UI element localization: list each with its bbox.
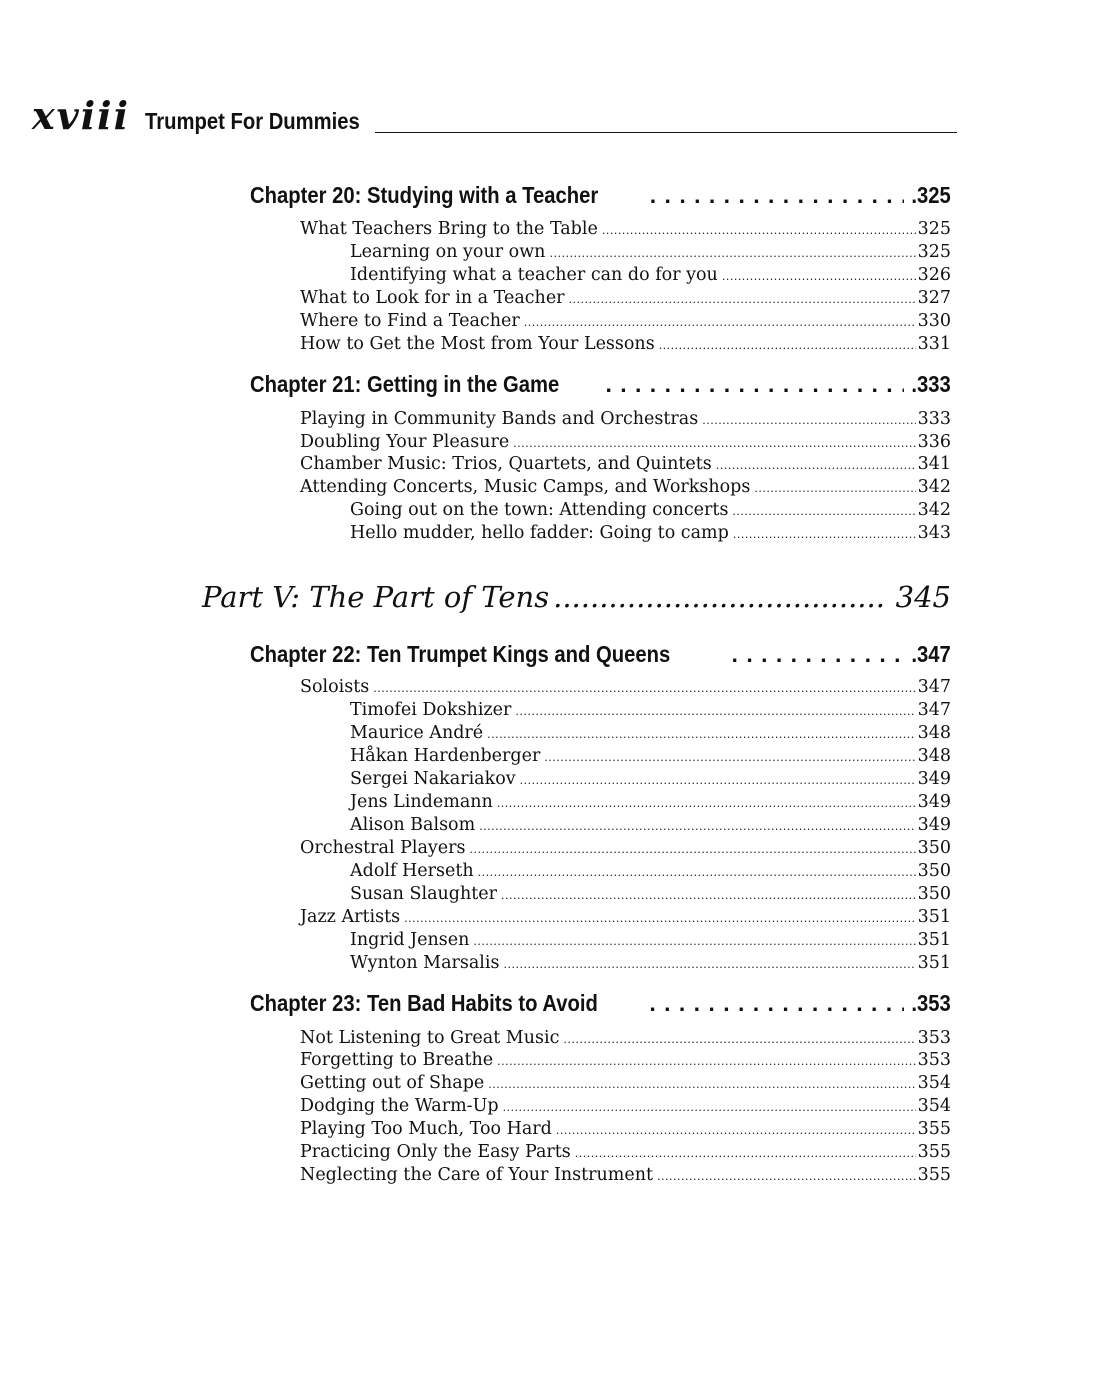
toc-entry-title: Going out on the town: Attending concerts [350, 500, 729, 520]
dot-leader [470, 838, 916, 858]
toc-entry-title: Maurice André [350, 723, 484, 743]
toc-subentry[interactable] [350, 500, 951, 523]
dot-leader [487, 723, 915, 743]
toc-entry-title: Neglecting the Care of Your Instrument [300, 1165, 654, 1185]
toc-entry-title: Playing in Community Bands and Orchestras [300, 409, 699, 429]
toc-page-number: 348 [917, 746, 951, 766]
toc-entry-title: Where to Find a Teacher [300, 311, 520, 331]
toc-entry-title: Orchestral Players [300, 838, 466, 858]
dot-leader [404, 907, 916, 927]
header-rule [375, 132, 957, 133]
toc-entry[interactable] [300, 432, 951, 455]
dot-leader [563, 1028, 915, 1048]
dot-leader [497, 1050, 915, 1070]
toc-chapter-title: Chapter 20: Studying with a Teacher [250, 182, 599, 208]
toc-entry-title: Håkan Hardenberger [350, 746, 541, 766]
toc-entry[interactable] [300, 1073, 951, 1096]
dot-leader [501, 884, 916, 904]
dot-leader [479, 815, 915, 835]
dot-leader [549, 242, 915, 262]
toc-entry[interactable] [300, 677, 951, 700]
toc-entry[interactable] [300, 1165, 951, 1188]
dot-leader [605, 371, 904, 398]
toc-page-number: 353 [917, 1028, 951, 1048]
toc-subentry[interactable] [350, 815, 951, 838]
dot-leader [716, 454, 916, 474]
toc-subentry[interactable] [350, 242, 951, 265]
toc-subentry[interactable] [350, 884, 951, 907]
toc-page-number: 341 [917, 454, 951, 474]
toc-entry-title: Attending Concerts, Music Camps, and Workshops [300, 477, 751, 497]
toc-entry-title: Wynton Marsalis [350, 953, 500, 973]
dot-leader [497, 792, 916, 812]
toc-subentry[interactable] [350, 723, 951, 746]
toc-entry-title: Doubling Your Pleasure [300, 432, 510, 452]
toc-entry[interactable] [300, 907, 951, 930]
toc-entry-title: Learning on your own [350, 242, 546, 262]
toc-page-number: 325 [917, 219, 951, 239]
toc-page-number: 354 [917, 1096, 951, 1116]
dot-leader [733, 523, 916, 543]
toc-entry-title: Getting out of Shape [300, 1073, 485, 1093]
toc-entry-title: Sergei Nakariakov [350, 769, 516, 789]
toc-entry-title: Practicing Only the Easy Parts [300, 1142, 571, 1162]
dot-leader [650, 182, 904, 209]
dot-leader [503, 1096, 916, 1116]
toc-subentry[interactable] [350, 861, 951, 884]
toc-entry-title: How to Get the Most from Your Lessons [300, 334, 655, 354]
toc-entry[interactable] [300, 1142, 951, 1165]
toc-entry[interactable] [300, 1050, 951, 1073]
toc-page-number: 350 [917, 884, 951, 904]
page-folio: xviii [32, 93, 131, 138]
toc-page-number: 342 [917, 477, 951, 497]
toc-entry-title: Playing Too Much, Too Hard [300, 1119, 552, 1139]
toc-page-number: 343 [917, 523, 951, 543]
toc-page-number: 349 [917, 769, 951, 789]
toc-page-number: .333 [911, 371, 951, 397]
toc-entry[interactable] [300, 454, 951, 477]
dot-leader [602, 219, 916, 239]
toc-page-number: 326 [917, 265, 951, 285]
dot-leader [373, 677, 915, 697]
toc-entry-title: Chamber Music: Trios, Quartets, and Quintets [300, 454, 712, 474]
dot-leader [515, 700, 915, 720]
toc-entry[interactable] [300, 219, 951, 242]
toc-subentry[interactable] [350, 700, 951, 723]
book-title: Trumpet For Dummies [145, 108, 360, 134]
toc-entry-title: Hello mudder, hello fadder: Going to camp [350, 523, 729, 543]
toc-entry-title: Identifying what a teacher can do for you [350, 265, 718, 285]
toc-entry[interactable] [300, 311, 951, 334]
toc-entry[interactable] [300, 477, 951, 500]
dot-leader [524, 311, 916, 331]
toc-chapter-20[interactable] [250, 182, 951, 212]
dot-leader [503, 953, 915, 973]
toc-page-number: 354 [917, 1073, 951, 1093]
dot-leader [722, 265, 916, 285]
toc-page-number: 350 [917, 838, 951, 858]
dot-leader [478, 861, 916, 881]
dot-leader [544, 746, 915, 766]
toc-page-number: 355 [917, 1119, 951, 1139]
toc-page-number: 330 [917, 311, 951, 331]
toc-page-number: 351 [917, 907, 951, 927]
toc-entry-title: Adolf Herseth [350, 861, 474, 881]
toc-page-number: 347 [917, 677, 951, 697]
toc-page-number: 349 [917, 792, 951, 812]
toc-entry[interactable] [300, 838, 951, 861]
toc-page-number: 347 [917, 700, 951, 720]
toc-entry-title: Susan Slaughter [350, 884, 498, 904]
toc-entry[interactable] [300, 334, 951, 357]
toc-part-title: Part V: The Part of Tens [202, 580, 550, 614]
toc-page-number: 350 [917, 861, 951, 881]
running-head [32, 93, 957, 140]
dot-leader [754, 477, 915, 497]
dot-leader [575, 1142, 916, 1162]
toc-page-number: 345 [895, 580, 951, 614]
toc-page-number: 353 [917, 1050, 951, 1070]
toc-entry-title: What to Look for in a Teacher [300, 288, 565, 308]
dot-leader [732, 500, 915, 520]
dot-leader [659, 334, 916, 354]
toc-page-number: 327 [917, 288, 951, 308]
toc-part-5[interactable] [202, 580, 951, 620]
toc-entry-title: Alison Balsom [350, 815, 476, 835]
toc-entry-title: Ingrid Jensen [350, 930, 470, 950]
toc-page-number: 355 [917, 1165, 951, 1185]
toc-chapter-23[interactable] [250, 990, 951, 1020]
dot-leader [520, 769, 916, 789]
toc-entry[interactable] [300, 1028, 951, 1051]
dot-leader [513, 432, 915, 452]
toc-subentry[interactable] [350, 792, 951, 815]
dot-leader [569, 288, 916, 308]
dot-leader [488, 1073, 915, 1093]
toc-page-number: 351 [917, 953, 951, 973]
dot-leader [657, 1165, 916, 1185]
toc-entry-title: Jens Lindemann [350, 792, 493, 812]
dot-leader [556, 1119, 916, 1139]
toc-subentry[interactable] [350, 523, 951, 546]
toc-page-number: .325 [911, 182, 951, 208]
toc-entry-title: Not Listening to Great Music [300, 1028, 560, 1048]
toc-entry-title: Dodging the Warm-Up [300, 1096, 499, 1116]
toc-chapter-22[interactable] [250, 641, 951, 671]
toc-chapter-title: Chapter 21: Getting in the Game [250, 371, 560, 397]
toc-page-number: 348 [917, 723, 951, 743]
dot-leader [473, 930, 915, 950]
toc-page-number: 331 [917, 334, 951, 354]
toc-subentry[interactable] [350, 746, 951, 769]
toc-page-number: 351 [917, 930, 951, 950]
toc-chapter-title: Chapter 23: Ten Bad Habits to Avoid [250, 990, 598, 1016]
toc-entry[interactable] [300, 409, 951, 432]
toc-entry[interactable] [300, 1096, 951, 1119]
toc-entry-title: Jazz Artists [300, 907, 401, 927]
toc-page-number: 336 [917, 432, 951, 452]
toc-entry[interactable] [300, 288, 951, 311]
toc-chapter-21[interactable] [250, 371, 951, 401]
toc-page-number: .353 [911, 990, 951, 1016]
dot-leader [732, 641, 905, 668]
toc-page-number: 342 [917, 500, 951, 520]
toc-page-number: 349 [917, 815, 951, 835]
toc-subentry[interactable] [350, 953, 951, 976]
toc-entry-title: What Teachers Bring to the Table [300, 219, 598, 239]
dot-leader [702, 409, 915, 429]
toc-entry-title: Forgetting to Breathe [300, 1050, 494, 1070]
toc-subentry[interactable] [350, 930, 951, 953]
dot-leader [649, 990, 904, 1017]
toc-entry[interactable] [300, 1119, 951, 1142]
toc-page-number: 325 [917, 242, 951, 262]
toc-subentry[interactable] [350, 769, 951, 792]
toc-entry-title: Soloists [300, 677, 370, 697]
toc-page-number: .347 [911, 641, 951, 667]
toc-chapter-title: Chapter 22: Ten Trumpet Kings and Queens [250, 641, 671, 667]
toc-subentry[interactable] [350, 265, 951, 288]
toc-entry-title: Timofei Dokshizer [350, 700, 512, 720]
toc-page-number: 333 [917, 409, 951, 429]
dot-leader [553, 580, 886, 614]
toc-page-number: 355 [917, 1142, 951, 1162]
